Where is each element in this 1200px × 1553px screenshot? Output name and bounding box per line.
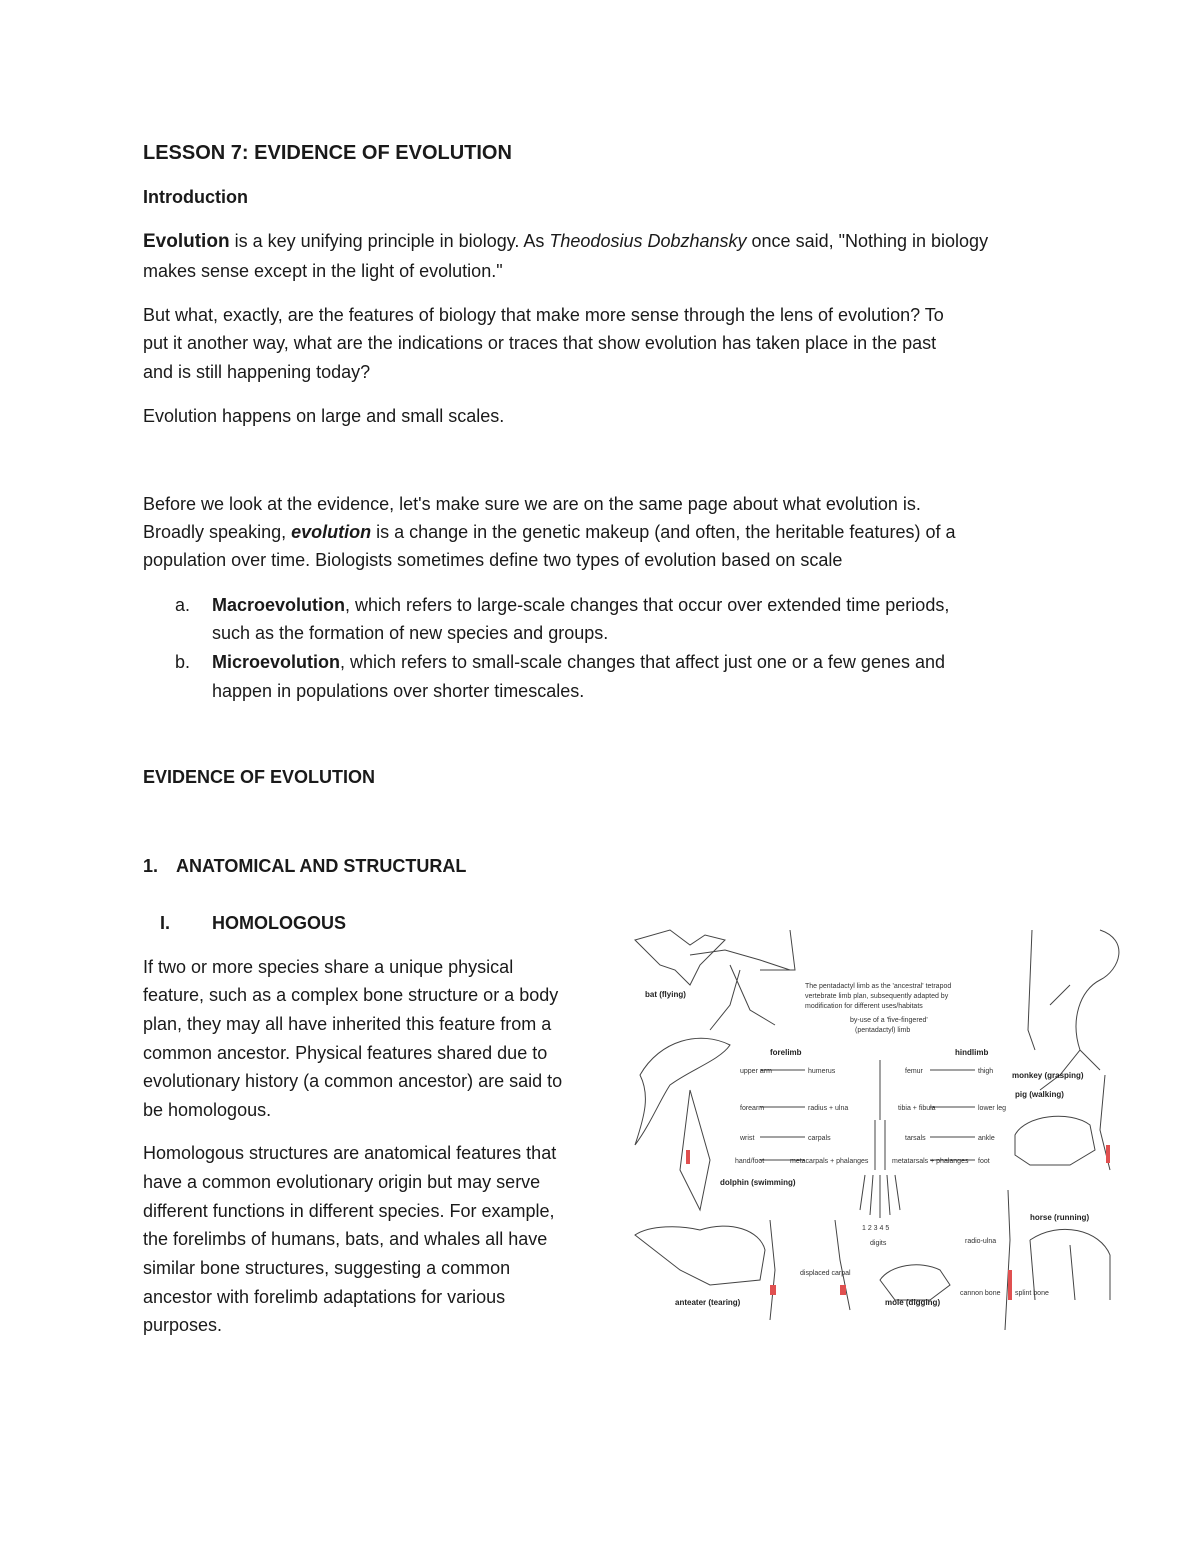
dolphin-illustration (635, 1038, 730, 1145)
fore-part-upper-arm: upper arm (740, 1068, 772, 1075)
intro-paragraph-4-line-3: population over time. Biologists sometimes define two types of evolution based on scale (143, 550, 843, 570)
fore-bone-carpals: carpals (808, 1135, 831, 1142)
mole-label: mole (digging) (885, 1298, 941, 1307)
radio-ulna-label: radio-ulna (965, 1238, 997, 1245)
intro-paragraph-4-line-2: Broadly speaking, evolution is a change in the genetic makeup (and often, the heritable features) of a (143, 522, 956, 542)
hind-bone-femur: femur (905, 1068, 923, 1075)
hind-bone-tibia-fibula: tibia + fibula (898, 1105, 936, 1112)
intro-paragraph-3: Evolution happens on large and small scales. (143, 406, 505, 426)
list-item-macroevolution-line-1: Macroevolution, which refers to large-scale changes that occur over extended time periods, (212, 595, 950, 615)
hind-part-thigh: thigh (978, 1068, 994, 1075)
intro-paragraph-4-line-1: Before we look at the evidence, let's make sure we are on the same page about what evolution is. (143, 494, 921, 514)
homologous-para-2-line-2: have a common evolutionary origin but may serve (143, 1172, 541, 1192)
bat-label: bat (flying) (645, 990, 686, 999)
list-item-microevolution-line-2: happen in populations over shorter timescales. (212, 681, 585, 701)
mole-illustration (880, 1265, 950, 1300)
anteater-label: anteater (tearing) (675, 1298, 741, 1307)
macroevolution-term: Macroevolution (212, 595, 346, 615)
hind-bone-metatarsals: metatarsals + phalanges (892, 1158, 969, 1165)
homologous-para-2-line-7: purposes. (143, 1315, 223, 1335)
list-item-macroevolution-line-2: such as the formation of new species and groups. (212, 623, 609, 643)
figure-caption-line-1: The pentadactyl limb as the 'ancestral' tetrapod (805, 983, 952, 990)
lesson-title: LESSON 7: EVIDENCE OF EVOLUTION (143, 142, 512, 164)
homologous-para-1-line-5: evolutionary history (a common ancestor) are said to (143, 1071, 563, 1091)
list-marker-a: a. (175, 595, 191, 615)
subsection-title: HOMOLOGOUS (212, 913, 346, 933)
fore-bone-radius-ulna: radius + ulna (808, 1105, 849, 1112)
evidence-heading: EVIDENCE OF EVOLUTION (143, 767, 376, 787)
fore-part-hand: hand/foot (735, 1158, 765, 1165)
fore-part-forearm: forearm (740, 1105, 765, 1112)
homologous-para-1-line-6: be homologous. (143, 1100, 272, 1120)
horse-label: horse (running) (1030, 1213, 1090, 1222)
homologous-para-2-line-3: different functions in different species. For example, (143, 1201, 555, 1221)
hind-bone-tarsals: tarsals (905, 1135, 926, 1142)
bat-illustration (635, 930, 725, 985)
intro-paragraph-1-line-1: Evolution is a key unifying principle in biology. As Theodosius Dobzhansky once said, "Nothing in biology (143, 231, 989, 252)
fore-bone-metacarpals: metacarpals + phalanges (790, 1158, 869, 1165)
fore-part-wrist: wrist (740, 1135, 755, 1142)
central-limb-skeleton (860, 1060, 900, 1218)
pig-label: pig (walking) (1015, 1090, 1064, 1099)
cannon-bone-label: cannon bone (960, 1290, 1001, 1297)
homologous-para-1-line-3: plan, they may all have inherited this feature from a (143, 1014, 552, 1034)
introduction-heading: Introduction (143, 187, 248, 207)
homologous-para-2-line-4: the forelimbs of humans, bats, and whales all have (143, 1229, 548, 1249)
pentadactyl-limb-diagram (630, 910, 1090, 1340)
homologous-para-2-line-5: similar bone structures, suggesting a common (143, 1258, 511, 1278)
dobzhansky-name: Theodosius Dobzhansky (549, 231, 747, 251)
anteater-illustration (635, 1226, 765, 1285)
list-marker-b: b. (175, 652, 191, 672)
homologous-para-2-line-1: Homologous structures are anatomical features that (143, 1143, 557, 1163)
homologous-para-1-line-1: If two or more species share a unique physical (143, 957, 514, 977)
digit-numbers: 1 2 3 4 5 (862, 1225, 890, 1232)
monkey-illustration (1040, 930, 1119, 1090)
displaced-carpal-label: displaced carpal (800, 1270, 851, 1277)
list-item-microevolution-line-1: Microevolution, which refers to small-scale changes that affect just one or a few genes and (212, 652, 946, 672)
dolphin-label: dolphin (swimming) (720, 1178, 796, 1187)
subsection-number: I. (160, 913, 171, 933)
forelimb-label: forelimb (770, 1048, 802, 1057)
intro-paragraph-1-line-2: makes sense except in the light of evolution." (143, 261, 503, 281)
hind-part-lower-leg: lower leg (978, 1105, 1007, 1112)
hind-part-foot: foot (978, 1158, 990, 1165)
center-label-2: (pentadactyl) limb (855, 1027, 911, 1034)
intro-paragraph-2-line-2: put it another way, what are the indications or traces that show evolution has taken place in the past (143, 333, 937, 353)
intro-paragraph-2-line-3: and is still happening today? (143, 362, 371, 382)
pentadactyl-limb-figure (630, 910, 1090, 1340)
homologous-para-1-line-4: common ancestor. Physical features shared due to (143, 1043, 548, 1063)
evolution-term-italic: evolution (291, 522, 372, 542)
pig-illustration (1015, 1116, 1095, 1165)
figure-caption-line-3: modification for different uses/habitats (805, 1003, 923, 1010)
section-1-number: 1. (143, 856, 159, 876)
section-1-title: ANATOMICAL AND STRUCTURAL (176, 856, 467, 876)
monkey-label: monkey (grasping) (1012, 1071, 1084, 1080)
hindlimb-label: hindlimb (955, 1048, 989, 1057)
microevolution-term: Microevolution (212, 652, 341, 672)
digits-label: digits (870, 1240, 887, 1247)
evolution-term: Evolution (143, 231, 230, 252)
hind-part-ankle: ankle (978, 1135, 995, 1142)
intro-paragraph-2-line-1: But what, exactly, are the features of biology that make more sense through the lens of evolution? To (143, 305, 944, 325)
splint-bone-label: splint bone (1015, 1290, 1049, 1297)
fore-bone-humerus: humerus (808, 1068, 836, 1075)
homologous-para-1-line-2: feature, such as a complex bone structure or a body (143, 985, 559, 1005)
figure-caption-line-2: vertebrate limb plan, subsequently adapted by (805, 993, 949, 1000)
homologous-para-2-line-6: ancestor with forelimb adaptations for various (143, 1287, 506, 1307)
center-label-1: by-use of a 'five-fingered' (850, 1017, 928, 1024)
